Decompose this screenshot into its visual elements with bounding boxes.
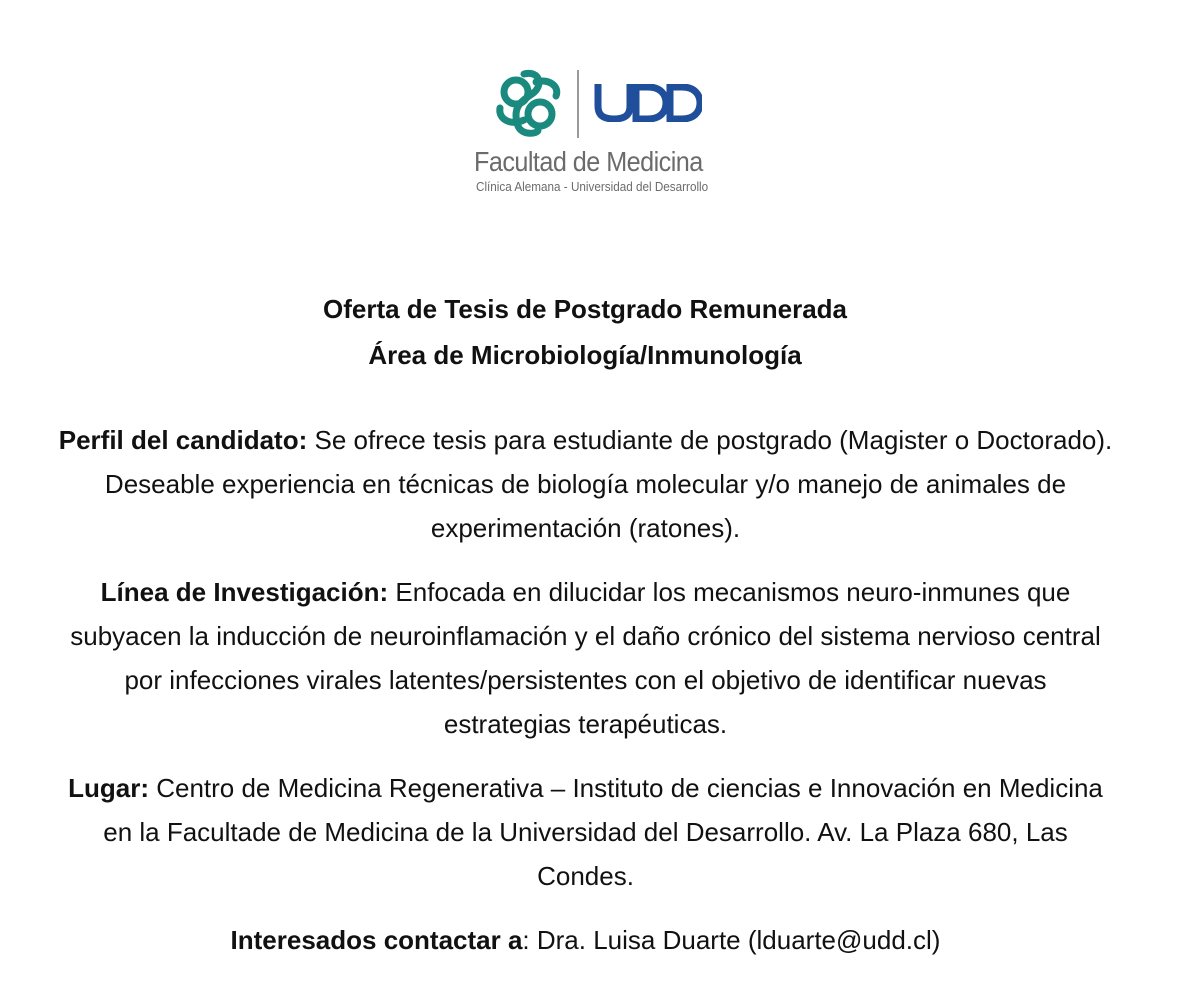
logo-subtitle-text: Clínica Alemana - Universidad del Desarrollo	[476, 179, 709, 194]
logo-divider	[577, 70, 579, 138]
section-lugar-text: Centro de Medicina Regenerativa – Instituto de ciencias e Innovación en Medicina en la Facultade de Medicina de la Universidad del Desarrollo. Av. La Plaza 680, Las Condes.	[103, 773, 1103, 891]
title-line-2: Área de Microbiología/Inmunología	[368, 340, 802, 370]
medicine-emblem-icon	[494, 68, 564, 138]
udd-logo	[470, 66, 740, 196]
section-linea	[58, 570, 1113, 746]
document-title	[0, 286, 1170, 378]
section-perfil-label: Perfil del candidato:	[58, 425, 308, 455]
logo-faculty-text: Facultad de Medicina	[474, 146, 703, 177]
section-lugar	[58, 766, 1113, 898]
section-contacto	[58, 918, 1113, 962]
udd-wordmark	[594, 84, 702, 122]
section-linea-text: Enfocada en dilucidar los mecanismos neuro-inmunes que subyacen la inducción de neuroinflamación y el daño crónico del sistema nervioso central por infecciones virales latentes/persistentes con el objetivo de identificar nuevas estrategias terapéuticas.	[70, 577, 1101, 739]
document-body	[58, 418, 1113, 982]
section-contacto-text: : Dra. Luisa Duarte (lduarte@udd.cl)	[522, 925, 941, 955]
section-perfil	[58, 418, 1113, 550]
section-perfil-text: Se ofrece tesis para estudiante de postgrado (Magister o Doctorado). Deseable experiencia en técnicas de biología molecular y/o manejo de animales de experimentación (ratones).	[104, 425, 1113, 543]
section-contacto-label: Interesados contactar a	[230, 925, 523, 955]
title-line-1: Oferta de Tesis de Postgrado Remunerada	[323, 294, 847, 324]
section-lugar-label: Lugar:	[68, 773, 149, 803]
section-linea-label: Línea de Investigación:	[100, 577, 389, 607]
